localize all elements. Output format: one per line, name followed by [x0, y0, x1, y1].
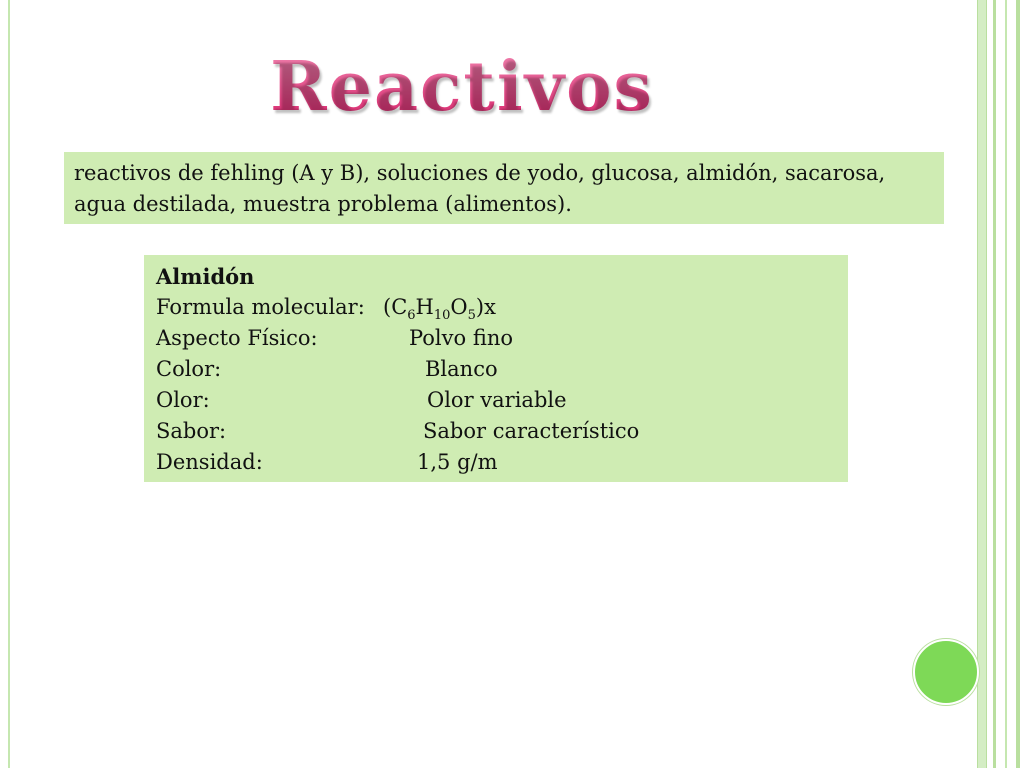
right-frame-line — [1016, 0, 1020, 768]
property-value: Blanco — [425, 357, 498, 381]
property-label: Sabor: — [156, 419, 227, 443]
property-label: Densidad: — [156, 450, 263, 474]
right-frame-band — [977, 0, 987, 768]
property-row — [156, 323, 836, 354]
formula-value: $(C_6H_{10}O_5)x$ — [383, 295, 496, 324]
property-row — [156, 447, 836, 478]
formula-row — [156, 292, 836, 323]
property-value: Polvo fino — [409, 326, 513, 350]
left-frame-line — [8, 0, 10, 768]
reagents-box — [64, 152, 944, 224]
formula-label: Formula molecular: — [156, 295, 365, 319]
property-label: Aspecto Físico: — [156, 326, 318, 350]
reagents-text: reactivos de fehling (A y B), soluciones de yodo, glucosa, almidón, sacarosa, agua destilada, muestra problema (alimentos). — [74, 161, 886, 216]
property-value: 1,5 g/m — [417, 450, 498, 474]
property-row — [156, 385, 836, 416]
property-row — [156, 416, 836, 447]
right-frame-line — [993, 0, 996, 768]
starch-card — [144, 255, 848, 482]
property-value: Sabor característico — [423, 419, 640, 443]
property-label: Olor: — [156, 388, 210, 412]
right-frame-line — [1005, 0, 1007, 768]
decorative-circle — [913, 639, 979, 705]
property-label: Color: — [156, 357, 222, 381]
property-row — [156, 354, 836, 385]
property-value: Olor variable — [427, 388, 567, 412]
card-heading: Almidón — [156, 264, 255, 289]
slide-title: Reactivos — [262, 44, 662, 130]
